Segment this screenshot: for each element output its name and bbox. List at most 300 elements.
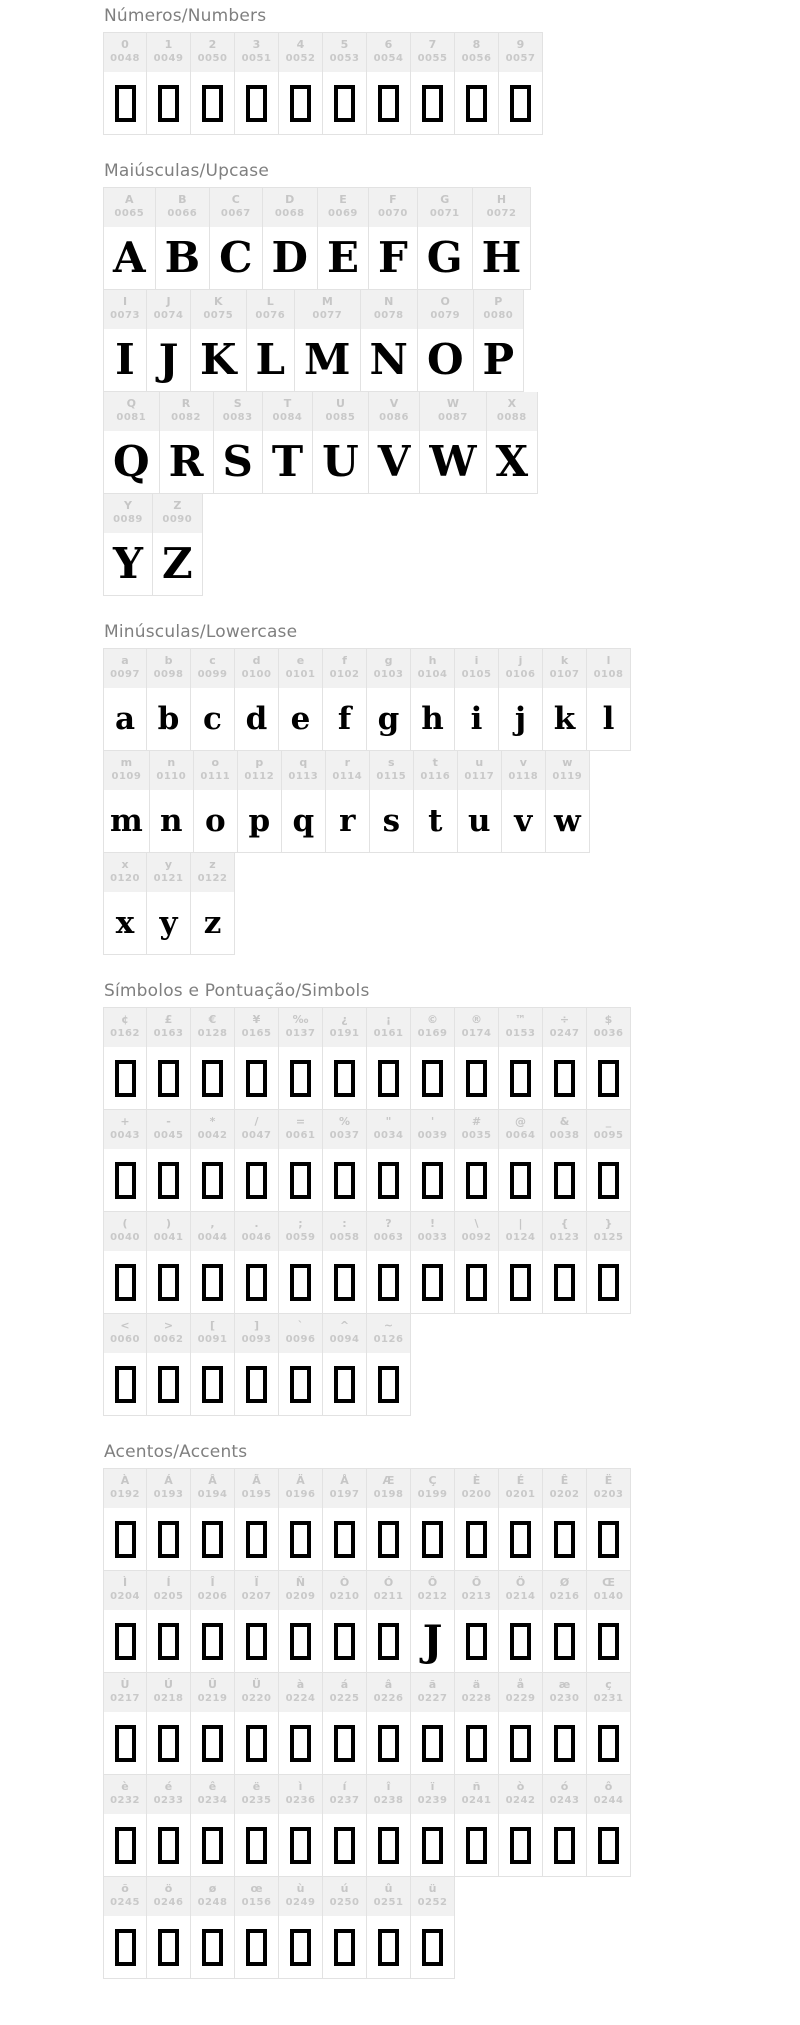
cell-label — [210, 188, 261, 227]
missing-glyph — [279, 1353, 322, 1415]
char-cell — [235, 1314, 279, 1416]
char-cell — [103, 1468, 147, 1571]
char-cell — [191, 1673, 235, 1775]
char-name: D — [285, 193, 295, 206]
missing-glyph — [367, 1712, 410, 1774]
tofu-box-icon — [202, 1623, 223, 1660]
char-name: & — [559, 1115, 570, 1128]
char-cell — [191, 32, 235, 135]
glyph-preview — [295, 329, 360, 391]
tofu-box-icon — [422, 1521, 443, 1558]
char-name: E — [339, 193, 347, 206]
char-name: í — [342, 1780, 347, 1793]
cell-label — [194, 751, 237, 790]
cell-label — [455, 1212, 498, 1251]
cell-label — [191, 290, 246, 329]
char-code: 0095 — [593, 1130, 624, 1141]
missing-glyph — [543, 1508, 586, 1570]
char-name: # — [471, 1115, 482, 1128]
glyph-preview — [414, 790, 457, 852]
char-code: 0101 — [285, 669, 316, 680]
char-code: 0080 — [483, 310, 514, 321]
missing-glyph — [587, 1508, 630, 1570]
glyph-letter: h — [421, 700, 444, 737]
missing-glyph — [323, 1508, 366, 1570]
char-code: 0242 — [505, 1795, 536, 1806]
tofu-box-icon — [202, 1366, 223, 1403]
glyph-preview — [235, 688, 278, 750]
char-cell — [279, 1877, 323, 1979]
char-name: Y — [124, 499, 132, 512]
char-cell — [458, 751, 502, 853]
char-cell — [313, 392, 369, 494]
cell-label — [367, 1008, 410, 1047]
char-code: 0194 — [197, 1489, 228, 1500]
cell-label — [235, 1008, 278, 1047]
char-code: 0202 — [549, 1489, 580, 1500]
cell-label — [104, 1775, 146, 1814]
char-cell — [214, 392, 263, 494]
char-cell — [103, 494, 153, 596]
char-cell — [194, 751, 238, 853]
char-code: 0203 — [593, 1489, 624, 1500]
missing-glyph — [191, 1149, 234, 1211]
char-code: 0105 — [461, 669, 492, 680]
cell-label — [499, 33, 542, 72]
cell-label — [499, 1775, 542, 1814]
char-cell — [587, 1110, 631, 1212]
tofu-box-icon — [510, 1725, 531, 1762]
glyph-preview — [587, 688, 630, 750]
char-cell — [147, 1673, 191, 1775]
missing-glyph — [279, 1610, 322, 1672]
char-name: ÷ — [559, 1013, 570, 1026]
char-name: ò — [516, 1780, 525, 1793]
cell-label — [367, 1775, 410, 1814]
glyph-preview — [323, 688, 366, 750]
tofu-box-icon — [246, 1827, 267, 1864]
cell-label — [543, 1775, 586, 1814]
cell-label — [455, 649, 498, 688]
char-cell — [235, 1007, 279, 1110]
char-code: 0113 — [288, 771, 319, 782]
char-name: Û — [208, 1678, 217, 1691]
cell-label — [414, 751, 457, 790]
missing-glyph — [411, 1047, 454, 1109]
char-code: 0117 — [464, 771, 495, 782]
char-name: å — [516, 1678, 525, 1691]
tofu-box-icon — [202, 1725, 223, 1762]
glyph-row — [103, 1314, 631, 1416]
missing-glyph — [367, 1353, 410, 1415]
cell-label — [323, 1469, 366, 1508]
char-name: e — [296, 654, 305, 667]
glyph-letter: F — [377, 233, 408, 282]
tofu-box-icon — [378, 1827, 399, 1864]
glyph-table — [103, 1468, 631, 1979]
char-code: 0067 — [220, 208, 251, 219]
char-code: 0124 — [505, 1232, 536, 1243]
char-code: 0251 — [373, 1897, 404, 1908]
char-cell — [235, 1673, 279, 1775]
glyph-preview — [147, 329, 190, 391]
char-cell — [367, 1571, 411, 1673]
missing-glyph — [367, 72, 410, 134]
missing-glyph — [235, 1814, 278, 1876]
glyph-preview — [543, 688, 586, 750]
cell-label — [191, 1212, 234, 1251]
tofu-box-icon — [334, 1725, 355, 1762]
char-code: 0163 — [153, 1028, 184, 1039]
char-code: 0210 — [329, 1591, 360, 1602]
char-cell — [455, 1775, 499, 1877]
char-code: 0234 — [197, 1795, 228, 1806]
missing-glyph — [191, 1353, 234, 1415]
glyph-preview — [191, 329, 246, 391]
tofu-box-icon — [246, 1623, 267, 1660]
tofu-box-icon — [466, 85, 487, 122]
char-cell — [191, 290, 247, 392]
char-code: 0036 — [593, 1028, 624, 1039]
tofu-box-icon — [202, 1060, 223, 1097]
missing-glyph — [191, 72, 234, 134]
char-cell — [546, 751, 590, 853]
missing-glyph — [104, 1353, 146, 1415]
tofu-box-icon — [554, 1623, 575, 1660]
tofu-box-icon — [202, 1521, 223, 1558]
char-code: 0034 — [373, 1130, 404, 1141]
cell-label — [153, 494, 202, 533]
tofu-box-icon — [115, 1366, 136, 1403]
char-code: 0197 — [329, 1489, 360, 1500]
char-cell — [499, 32, 543, 135]
tofu-box-icon — [290, 1366, 311, 1403]
char-code: 0227 — [417, 1693, 448, 1704]
tofu-box-icon — [202, 1264, 223, 1301]
missing-glyph — [455, 1508, 498, 1570]
glyph-preview — [191, 688, 234, 750]
char-cell — [147, 1468, 191, 1571]
char-code: 0104 — [417, 669, 448, 680]
char-name: ! — [429, 1217, 436, 1230]
cell-label — [235, 1110, 278, 1149]
cell-label — [418, 188, 472, 227]
glyph-letter: u — [468, 802, 491, 839]
char-name: Ë — [604, 1474, 613, 1487]
char-code: 0076 — [255, 310, 286, 321]
tofu-box-icon — [422, 85, 443, 122]
char-name: ® — [471, 1013, 482, 1026]
missing-glyph — [235, 1149, 278, 1211]
tofu-box-icon — [158, 1366, 179, 1403]
char-cell — [279, 648, 323, 751]
glyph-letter: v — [514, 802, 533, 839]
character-map — [103, 6, 800, 1979]
char-code: 0233 — [153, 1795, 184, 1806]
glyph-preview — [420, 431, 485, 493]
char-cell — [473, 187, 532, 290]
cell-label — [279, 1673, 322, 1712]
tofu-box-icon — [422, 1060, 443, 1097]
char-name: % — [338, 1115, 351, 1128]
char-cell — [411, 1673, 455, 1775]
char-name: ' — [430, 1115, 435, 1128]
char-name: Â — [208, 1474, 217, 1487]
missing-glyph — [323, 1353, 366, 1415]
char-cell — [103, 187, 156, 290]
char-cell — [191, 853, 235, 955]
char-code: 0218 — [153, 1693, 184, 1704]
glyph-preview — [104, 533, 152, 595]
char-cell — [279, 1775, 323, 1877]
char-cell — [367, 1877, 411, 1979]
char-code: 0230 — [549, 1693, 580, 1704]
char-code: 0057 — [505, 53, 536, 64]
cell-label — [279, 1212, 322, 1251]
tofu-box-icon — [202, 85, 223, 122]
tofu-box-icon — [334, 1929, 355, 1966]
char-name: Ô — [427, 1576, 438, 1589]
char-cell — [147, 648, 191, 751]
glyph-row — [103, 1212, 631, 1314]
char-code: 0226 — [373, 1693, 404, 1704]
cell-label — [367, 1110, 410, 1149]
char-name: È — [472, 1474, 481, 1487]
char-cell — [103, 1571, 147, 1673]
char-name: p — [255, 756, 264, 769]
char-code: 0209 — [285, 1591, 316, 1602]
char-cell — [367, 32, 411, 135]
tofu-box-icon — [334, 1366, 355, 1403]
missing-glyph — [104, 1508, 146, 1570]
char-cell — [367, 1110, 411, 1212]
glyph-preview — [238, 790, 281, 852]
missing-glyph — [543, 1814, 586, 1876]
char-cell — [103, 392, 160, 494]
char-name: , — [210, 1217, 215, 1230]
char-name: ì — [298, 1780, 303, 1793]
cell-label — [104, 1469, 146, 1508]
cell-label — [235, 1673, 278, 1712]
cell-label — [323, 1775, 366, 1814]
cell-label — [104, 290, 146, 329]
char-name: ú — [340, 1882, 349, 1895]
missing-glyph — [499, 1712, 542, 1774]
char-name: 1 — [164, 38, 173, 51]
char-name: b — [164, 654, 173, 667]
section-lowercase — [103, 622, 800, 955]
char-code: 0051 — [241, 53, 272, 64]
char-code: 0068 — [274, 208, 305, 219]
char-name: à — [296, 1678, 305, 1691]
cell-label — [279, 1775, 322, 1814]
char-name: z — [209, 858, 216, 871]
glyph-preview — [214, 431, 262, 493]
cell-label — [411, 1469, 454, 1508]
char-name: f — [342, 654, 347, 667]
char-cell — [474, 290, 525, 392]
cell-label — [587, 1571, 630, 1610]
char-name: n — [167, 756, 176, 769]
tofu-box-icon — [202, 1827, 223, 1864]
char-cell — [103, 1110, 147, 1212]
char-name: Ñ — [295, 1576, 306, 1589]
char-name: > — [163, 1319, 174, 1332]
char-cell — [153, 494, 203, 596]
tofu-box-icon — [510, 1264, 531, 1301]
missing-glyph — [279, 1916, 322, 1978]
tofu-box-icon — [158, 1623, 179, 1660]
char-name: ô — [604, 1780, 613, 1793]
cell-label — [150, 751, 193, 790]
missing-glyph — [543, 1251, 586, 1313]
glyph-preview — [104, 688, 146, 750]
cell-label — [295, 290, 360, 329]
glyph-letter: i — [470, 700, 483, 737]
glyph-preview — [326, 790, 369, 852]
glyph-row — [103, 1110, 631, 1212]
char-cell — [210, 187, 262, 290]
tofu-box-icon — [422, 1827, 443, 1864]
cell-label — [104, 33, 146, 72]
char-name: A — [125, 193, 134, 206]
char-code: 0107 — [549, 669, 580, 680]
cell-label — [323, 1212, 366, 1251]
cell-label — [455, 1110, 498, 1149]
tofu-box-icon — [115, 1725, 136, 1762]
char-cell — [370, 751, 414, 853]
char-cell — [411, 1468, 455, 1571]
char-cell — [147, 1877, 191, 1979]
char-name: P — [494, 295, 503, 308]
cell-label — [147, 1314, 190, 1353]
char-cell — [279, 1673, 323, 1775]
char-code: 0038 — [549, 1130, 580, 1141]
char-cell — [455, 648, 499, 751]
missing-glyph — [279, 1508, 322, 1570]
char-code: 0192 — [110, 1489, 140, 1500]
cell-label — [543, 1212, 586, 1251]
char-cell — [103, 1775, 147, 1877]
char-code: 0116 — [420, 771, 451, 782]
cell-label — [104, 1673, 146, 1712]
char-cell — [191, 1314, 235, 1416]
glyph-letter: H — [481, 233, 522, 282]
cell-label — [323, 1008, 366, 1047]
char-cell — [543, 1673, 587, 1775]
glyph-letter: C — [219, 233, 253, 282]
char-cell — [235, 1468, 279, 1571]
char-name: 7 — [428, 38, 437, 51]
char-code: 0216 — [549, 1591, 580, 1602]
char-code: 0093 — [241, 1334, 272, 1345]
missing-glyph — [235, 1712, 278, 1774]
glyph-row — [103, 1571, 631, 1673]
char-code: 0249 — [285, 1897, 316, 1908]
cell-label — [279, 1877, 322, 1916]
glyph-preview — [361, 329, 417, 391]
char-cell — [502, 751, 546, 853]
char-name: M — [321, 295, 333, 308]
cell-label — [411, 1877, 454, 1916]
char-name: @ — [515, 1115, 526, 1128]
tofu-box-icon — [202, 1162, 223, 1199]
char-cell — [323, 1571, 367, 1673]
char-name: 2 — [208, 38, 217, 51]
char-code: 0195 — [241, 1489, 272, 1500]
char-code: 0162 — [110, 1028, 140, 1039]
char-cell — [411, 1877, 455, 1979]
glyph-row — [103, 1673, 631, 1775]
char-cell — [411, 1110, 455, 1212]
cell-label — [191, 1469, 234, 1508]
char-name: W — [446, 397, 459, 410]
char-name: B — [178, 193, 187, 206]
char-name: À — [120, 1474, 130, 1487]
cell-label — [411, 1775, 454, 1814]
glyph-letter: R — [168, 437, 204, 486]
tofu-box-icon — [334, 1162, 355, 1199]
char-code: 0088 — [496, 412, 527, 423]
char-code: 0231 — [593, 1693, 624, 1704]
cell-label — [263, 392, 312, 431]
char-cell — [103, 648, 147, 751]
cell-label — [499, 1673, 542, 1712]
missing-glyph — [499, 1149, 542, 1211]
char-code: 0207 — [241, 1591, 272, 1602]
char-cell — [587, 1212, 631, 1314]
char-name: o — [211, 756, 220, 769]
char-cell — [279, 1314, 323, 1416]
cell-label — [370, 751, 413, 790]
char-code: 0237 — [329, 1795, 360, 1806]
char-name: û — [384, 1882, 393, 1895]
cell-label — [326, 751, 369, 790]
tofu-box-icon — [466, 1725, 487, 1762]
char-code: 0060 — [110, 1334, 140, 1345]
cell-label — [279, 649, 322, 688]
cell-label — [587, 649, 630, 688]
tofu-box-icon — [115, 1929, 136, 1966]
char-name: d — [252, 654, 261, 667]
missing-glyph — [455, 1251, 498, 1313]
cell-label — [279, 1469, 322, 1508]
char-name: { — [560, 1217, 569, 1230]
missing-glyph — [235, 72, 278, 134]
char-name: ~ — [383, 1319, 394, 1332]
char-code: 0108 — [593, 669, 624, 680]
char-cell — [147, 290, 191, 392]
char-name: i — [474, 654, 479, 667]
char-name: Á — [164, 1474, 173, 1487]
tofu-box-icon — [378, 1929, 399, 1966]
char-code: 0201 — [505, 1489, 536, 1500]
glyph-preview — [411, 1610, 454, 1672]
tofu-box-icon — [158, 1725, 179, 1762]
char-cell — [499, 1007, 543, 1110]
char-cell — [323, 32, 367, 135]
char-cell — [543, 1571, 587, 1673]
glyph-preview — [104, 329, 146, 391]
char-code: 0074 — [153, 310, 184, 321]
char-cell — [156, 187, 211, 290]
char-code: 0137 — [285, 1028, 316, 1039]
char-code: 0052 — [285, 53, 316, 64]
char-code: 0245 — [110, 1897, 140, 1908]
missing-glyph — [104, 1712, 146, 1774]
cell-label — [418, 290, 473, 329]
char-name: T — [283, 397, 292, 410]
